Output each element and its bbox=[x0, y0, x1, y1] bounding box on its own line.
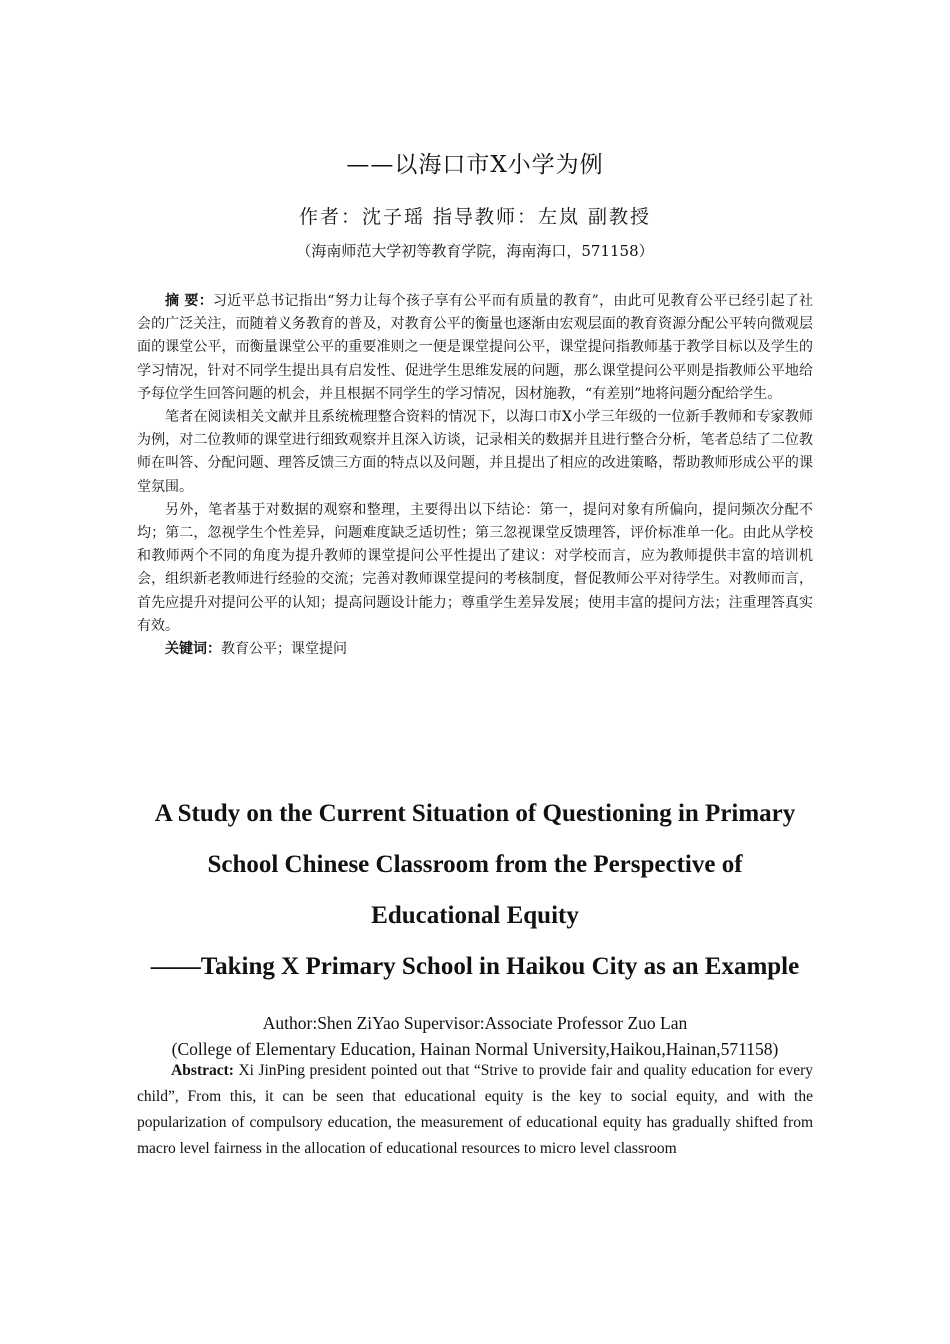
keywords-line bbox=[137, 638, 813, 661]
chinese-author-line: 作者：沈子瑶 指导教师：左岚 副教授 bbox=[298, 206, 652, 228]
abstract-text-1: 习近平总书记指出“努力让每个孩子享有公平而有质量的教育”，由此可见教育公平已经引起了社会的广泛关注，而随着义务教育的普及，对教育公平的衡量也逐渐由宏观层面的教育资源分配公平转向微观层面的课堂公平，而衡量课堂公平的重要准则之一便是课堂提问公平，课堂提问指教师基于教学目标以及学生的学习情况，针对不同学生提出具有启发性、促进学生思维发展的问题，那么课堂提问公平则是指教师公平地给予每位学生回答问题的机会，并且根据不同学生的学习情况，因材施教，“有差别”地将问题分配给学生。 bbox=[137, 293, 814, 402]
abstract-paragraph-2: 笔者在阅读相关文献并且系统梳理整合资料的情况下，以海口市X小学三年级的一位新手教师和专家教师为例，对二位教师的课堂进行细致观察并且深入访谈，记录相关的数据并且进行整合分析，笔者总结了二位教师在叫答、分配问题、理答反馈三方面的特点以及问题，并且提出了相应的改进策略，帮助教师形成公平的课堂氛围。 bbox=[137, 409, 813, 495]
chinese-affiliation: （海南师范大学初等教育学院，海南海口，571158） bbox=[296, 242, 654, 260]
english-author-line: Author:Shen ZiYao Supervisor:Associate Professor Zuo Lan bbox=[262, 1013, 688, 1033]
english-abstract-label: Abstract: bbox=[171, 1062, 234, 1079]
english-affiliation: (College of Elementary Education, Hainan Normal University,Haikou,Hainan,571158) bbox=[171, 1039, 779, 1059]
english-title-line-4: ——Taking X Primary School in Haikou City as an Example bbox=[150, 953, 800, 980]
english-author-block bbox=[0, 1010, 950, 1062]
keywords-label: 关键词： bbox=[165, 641, 221, 658]
english-abstract bbox=[137, 1058, 813, 1162]
english-title-line-2: School Chinese Classroom from the Perspective of bbox=[207, 851, 743, 878]
english-abstract-paragraph bbox=[137, 1058, 813, 1162]
abstract-paragraph-1 bbox=[137, 290, 813, 406]
abstract-paragraph-3: 另外，笔者基于对数据的观察和整理，主要得出以下结论：第一，提问对象有所偏向，提问频次分配不均；第二，忽视学生个性差异，问题难度缺乏适切性；第三忽视课堂反馈理答，评价标准单一化。由此从学校和教师两个不同的角度为提升教师的课堂提问公平性提出了建议：对学校而言，应为教师提供丰富的培训机会，组织新老教师进行经验的交流；完善对教师课堂提问的考核制度，督促教师公平对待学生。对教师而言，首先应提升对提问公平的认知；提高问题设计能力；尊重学生差异发展；使用丰富的提问方法；注重理答真实有效。 bbox=[137, 501, 813, 634]
english-abstract-text: Xi JinPing president pointed out that “Strive to provide fair and quality education for every child”, From this, it can be seen that educational equity is the key to social equity, and with the popularization of compulsory education, the measurement of educational equity has gradually shifted from macro level fairness in the allocation of educational resources to micro level classroom bbox=[137, 1062, 813, 1157]
abstract-label: 摘 要： bbox=[165, 293, 213, 309]
keywords-text: 教育公平；课堂提问 bbox=[221, 641, 347, 658]
chinese-abstract bbox=[137, 290, 813, 661]
english-title-line-3: Educational Equity bbox=[371, 902, 579, 929]
english-title-line-1: A Study on the Current Situation of Questioning in Primary bbox=[154, 800, 796, 827]
chinese-subtitle: ——以海口市X小学为例 bbox=[346, 152, 604, 178]
english-title bbox=[100, 788, 850, 992]
